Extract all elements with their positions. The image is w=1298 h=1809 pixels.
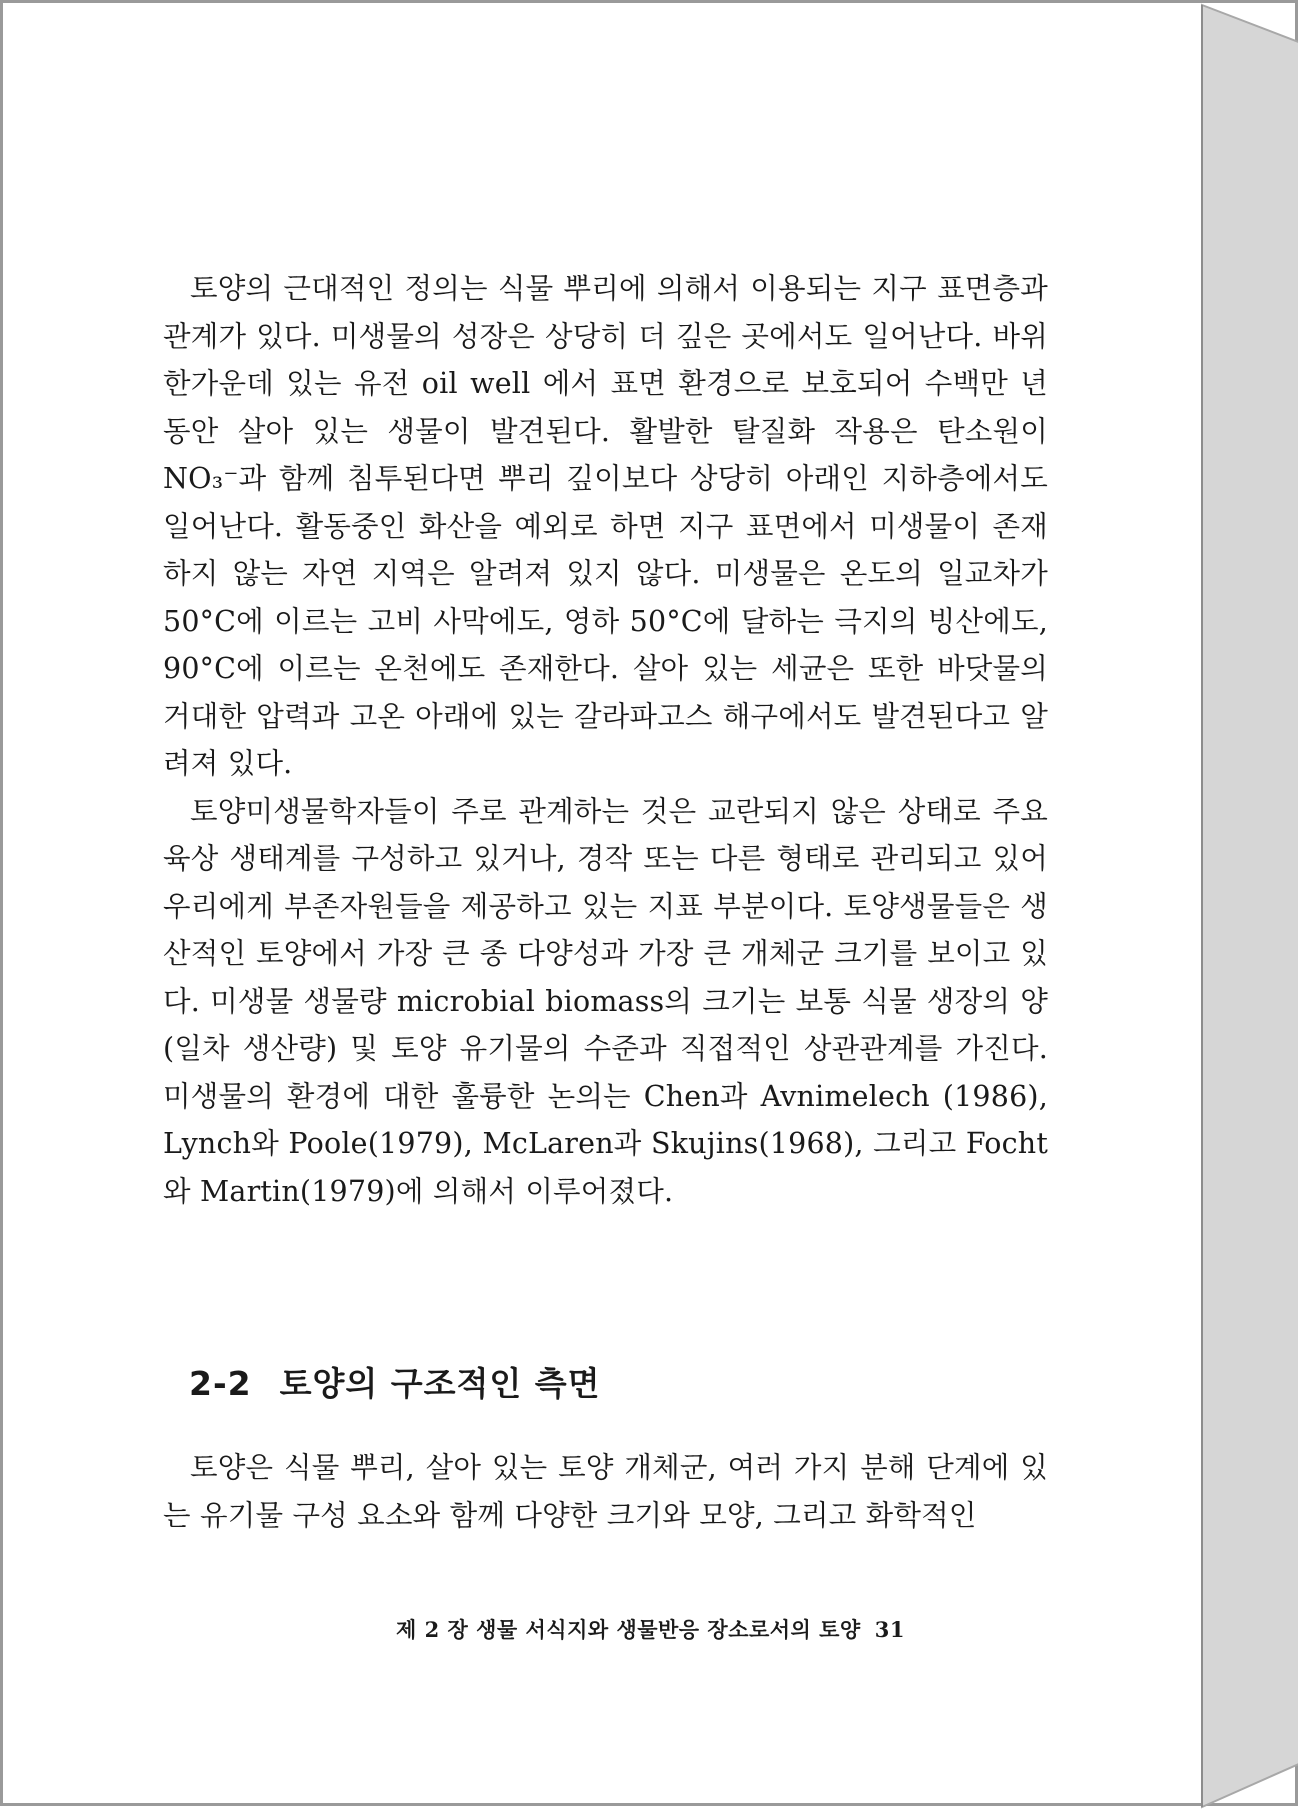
paragraph-1: 토양의 근대적인 정의는 식물 뿌리에 의해서 이용되는 지구 표면층과 관계가 있다. 미생물의 성장은 상당히 더 깊은 곳에서도 일어난다. 바위 한가운데 있는 유전 oil well 에서 표면 환경으로 보호되어 수백만 년 동안 살아 있는 생물이 발견된다. 활발한 탈질화 작용은 탄소원이 NO₃⁻과 함께 침투된다면 뿌리 깊이보다 상당히 아래인 지하층에서도 일어난다. 활동중인 화산을 예외로 하면 지구 표면에서 미생물이 존재하지 않는 자연 지역은 알려져 있지 않다. 미생물은 온도의 일교차가 50°C에 이르는 고비 사막에도, 영하 50°C에 달하는 극지의 빙산에도, 90°C에 이르는 온천에도 존재한다. 살아 있는 세균은 또한 바닷물의 거대한 압력과 고온 아래에 있는 갈라파고스 해구에서도 발견된다고 알려져 있다. bbox=[163, 272, 1048, 780]
running-footer bbox=[396, 1614, 905, 1644]
section-paragraph: 토양은 식물 뿌리, 살아 있는 토양 개체군, 여러 가지 분해 단계에 있는 유기물 구성 요소와 함께 다양한 크기와 모양, 그리고 화학적인 bbox=[163, 1451, 1048, 1532]
paragraph-2: 토양미생물학자들이 주로 관계하는 것은 교란되지 않은 상태로 주요 육상 생태계를 구성하고 있거나, 경작 또는 다른 형태로 관리되고 있어 우리에게 부존자원들을 제공하고 있는 지표 부분이다. 토양생물들은 생산적인 토양에서 가장 큰 종 다양성과 가장 큰 개체군 크기를 보이고 있다. 미생물 생물량 microbial biomass의 크기는 보통 식물 생장의 양(일차 생산량) 및 토양 유기물의 수준과 직접적인 상관관계를 가진다. 미생물의 환경에 대한 훌륭한 논의는 Chen과 Avnimelech (1986), Lynch와 Poole(1979), McLaren과 Skujins(1968), 그리고 Focht와 Martin(1979)에 의해서 이루어졌다. bbox=[163, 794, 1048, 1208]
body-text bbox=[163, 265, 1048, 1215]
section-title: 토양의 구조적인 측면 bbox=[279, 1364, 601, 1403]
section-heading bbox=[189, 1358, 601, 1405]
section-body-text bbox=[163, 1444, 1048, 1539]
page-number: 31 bbox=[874, 1617, 905, 1642]
running-title: 제 2 장 생물 서식지와 생물반응 장소로서의 토양 bbox=[396, 1617, 861, 1642]
section-number: 2-2 bbox=[189, 1364, 252, 1403]
